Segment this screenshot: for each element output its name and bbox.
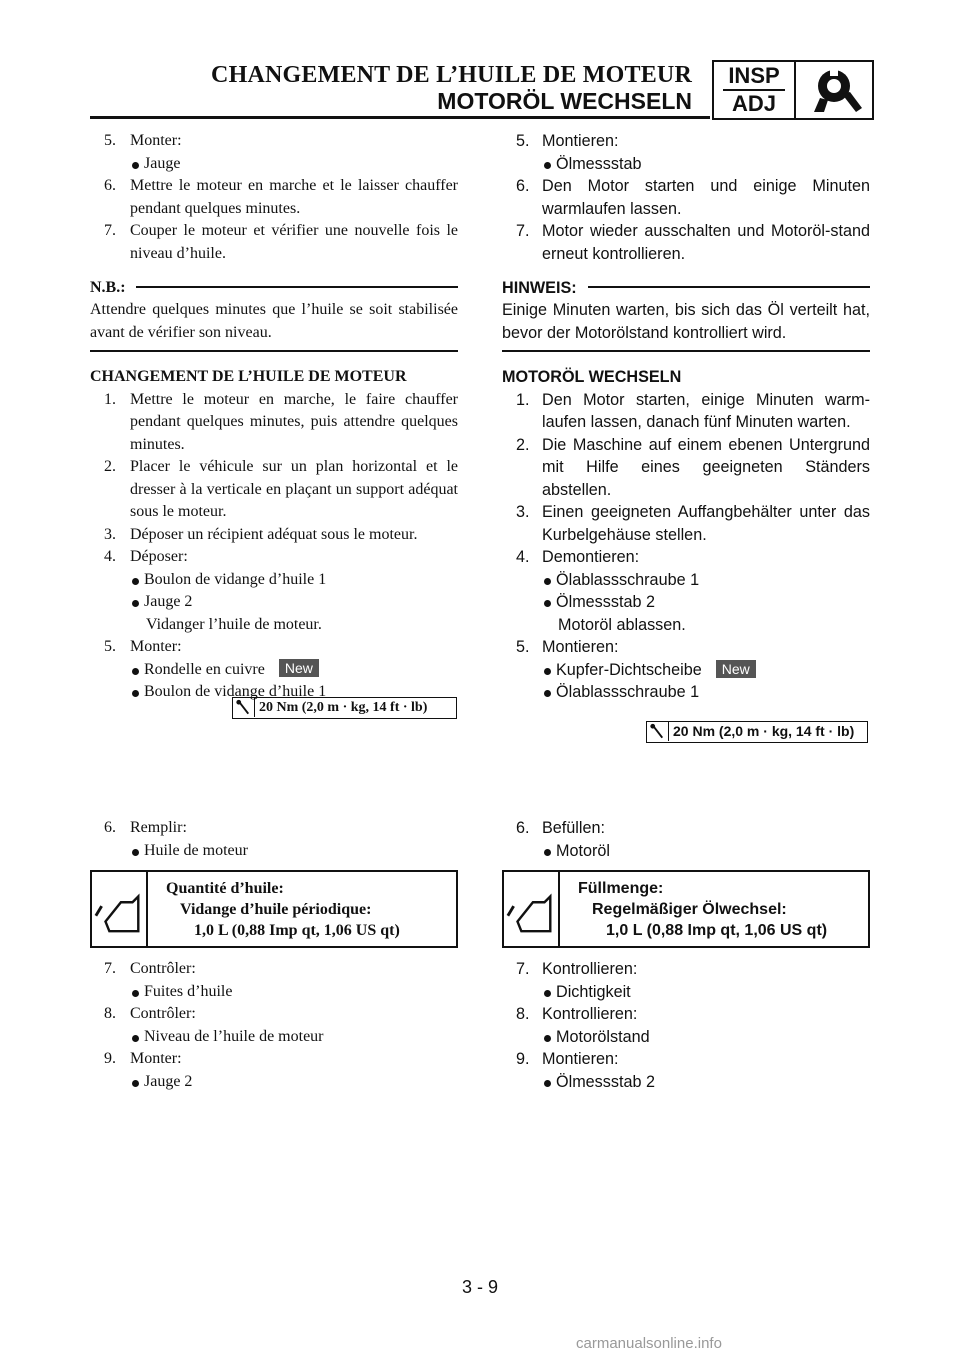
- bullet-item: Ölablassschraube 1: [502, 681, 870, 704]
- bullet-item: Rondelle en cuivre New: [90, 659, 458, 682]
- list-item: 6. Mettre le moteur en marche et le laisser chauffer pendant quelques minutes.: [104, 177, 458, 217]
- list-item: 7. Contrôler:: [104, 960, 196, 977]
- list-item: 7. Couper le moteur et vérifier une nouvelle fois le niveau d’huile.: [104, 222, 458, 262]
- column-german-lower: [502, 817, 870, 862]
- list-item: 9. Montieren:: [516, 1050, 619, 1068]
- column-french: [90, 130, 458, 704]
- new-badge: New: [716, 660, 756, 678]
- badge-top: INSP: [728, 63, 780, 88]
- footer-watermark: carmanualsonline.info: [576, 1335, 722, 1352]
- header-title-de: MOTORÖL WECHSELN: [437, 88, 692, 114]
- plain-line: Motoröl ablassen.: [558, 615, 686, 634]
- note-body: Einige Minuten warten, bis sich das Öl verteilt hat, bevor der Motorölstand kontrolliert wird.: [502, 299, 870, 352]
- new-badge: New: [279, 659, 319, 677]
- list-item: 6. Den Motor starten und einige Minuten warmlaufen lassen.: [516, 177, 870, 218]
- list-item: 3. Einen geeigneten Auffangbehälter unter das Kurbelgehäuse stellen.: [516, 503, 870, 544]
- badge-bottom: ADJ: [731, 91, 776, 116]
- torque-wrench-icon: [233, 698, 255, 717]
- bullet-item: Boulon de vidange d’huile 1: [90, 569, 458, 592]
- list-item: 6. Remplir:: [104, 819, 187, 836]
- torque-wrench-icon: [647, 722, 669, 741]
- page-number: 3 - 9: [461, 1277, 499, 1297]
- bullet-item: Motoröl: [502, 840, 870, 863]
- list-item: 2. Placer le véhicule sur un plan horizontal et le dresser à la verticale en plaçant un support adéquat sous le moteur.: [104, 458, 458, 520]
- list-item: 1. Mettre le moteur en marche, le faire chauffer pendant quelques minutes, puis attendre quelques minutes.: [104, 390, 458, 453]
- bullet-item: Jauge 2: [90, 591, 458, 614]
- bullet-item: Ölmessstab: [502, 153, 870, 176]
- column-french-lower: [90, 817, 458, 862]
- plain-line: Vidanger l’huile de moteur.: [146, 615, 322, 633]
- column-french-final: [90, 958, 458, 1093]
- note-body: Attendre quelques minutes que l’huile se soit stabilisée avant de vérifier son niveau.: [90, 299, 458, 352]
- list-item: 7. Motor wieder ausschalten und Motoröl-stand erneut kontrollieren.: [516, 222, 870, 263]
- list-item: 5. Montieren:: [516, 132, 619, 150]
- list-item: 8. Kontrollieren:: [516, 1005, 638, 1023]
- bullet-item: Ölablassschraube 1: [502, 569, 870, 592]
- bullet-item: Jauge: [90, 153, 458, 176]
- bullet-item: Ölmessstab 2: [502, 1071, 870, 1094]
- bullet-item: Motorölstand: [502, 1026, 870, 1049]
- bullet-item: Huile de moteur: [90, 840, 458, 863]
- bullet-item: Boulon de vidange d’huile 1: [90, 681, 458, 704]
- column-german: [502, 130, 870, 704]
- bullet-item: Kupfer-Dichtscheibe New: [502, 659, 870, 682]
- section-title: CHANGEMENT DE L’HUILE DE MOTEUR: [90, 368, 407, 385]
- list-item: 5. Montieren:: [516, 638, 619, 656]
- wrench-tool-icon: [804, 64, 870, 116]
- section-title: MOTORÖL WECHSELN: [502, 368, 682, 386]
- torque-spec-de: 20 Nm (2,0 m · kg, 14 ft · lb): [646, 721, 868, 743]
- bullet-item: Jauge 2: [90, 1071, 458, 1094]
- note-heading: N.B.:: [90, 277, 458, 299]
- bullet-item: Dichtigkeit: [502, 981, 870, 1004]
- list-item: 5. Monter:: [104, 638, 182, 655]
- list-item: 9. Monter:: [104, 1050, 182, 1067]
- bullet-item: Niveau de l’huile de moteur: [90, 1026, 458, 1049]
- badge-text: [718, 64, 790, 116]
- list-item: 8. Contrôler:: [104, 1005, 196, 1022]
- oil-quantity-box-de: Füllmenge: Regelmäßiger Ölwechsel: 1,0 L (0,88 Imp qt, 1,06 US qt): [502, 870, 870, 948]
- torque-spec-fr: 20 Nm (2,0 m · kg, 14 ft · lb): [232, 697, 457, 719]
- column-german-final: [502, 958, 870, 1093]
- oil-quantity-box-fr: Quantité d’huile: Vidange d’huile périodique: 1,0 L (0,88 Imp qt, 1,06 US qt): [90, 870, 458, 948]
- bullet-item: Fuites d’huile: [90, 981, 458, 1004]
- note-heading: HINWEIS:: [502, 277, 870, 299]
- list-item: 4. Déposer:: [104, 548, 188, 565]
- insp-adj-badge: [712, 60, 874, 120]
- list-item: 3. Déposer un récipient adéquat sous le moteur.: [104, 525, 418, 543]
- oil-can-icon: [504, 872, 560, 946]
- list-item: 7. Kontrollieren:: [516, 960, 638, 978]
- list-item: 6. Befüllen:: [516, 819, 605, 837]
- header-title-fr: CHANGEMENT DE L’HUILE DE MOTEUR: [211, 62, 692, 88]
- bullet-item: Ölmessstab 2: [502, 591, 870, 614]
- list-item: 4. Demontieren:: [516, 548, 640, 566]
- oil-can-icon: [92, 872, 148, 946]
- header-rule: [90, 116, 710, 119]
- list-item: 2. Die Maschine auf einem ebenen Untergrund mit Hilfe eines geeigneten Ständers abstellen.: [516, 435, 870, 499]
- list-item: 1. Den Motor starten, einige Minuten warm-laufen lassen, danach fünf Minuten warten.: [516, 390, 870, 431]
- list-item: 5. Monter:: [104, 132, 182, 149]
